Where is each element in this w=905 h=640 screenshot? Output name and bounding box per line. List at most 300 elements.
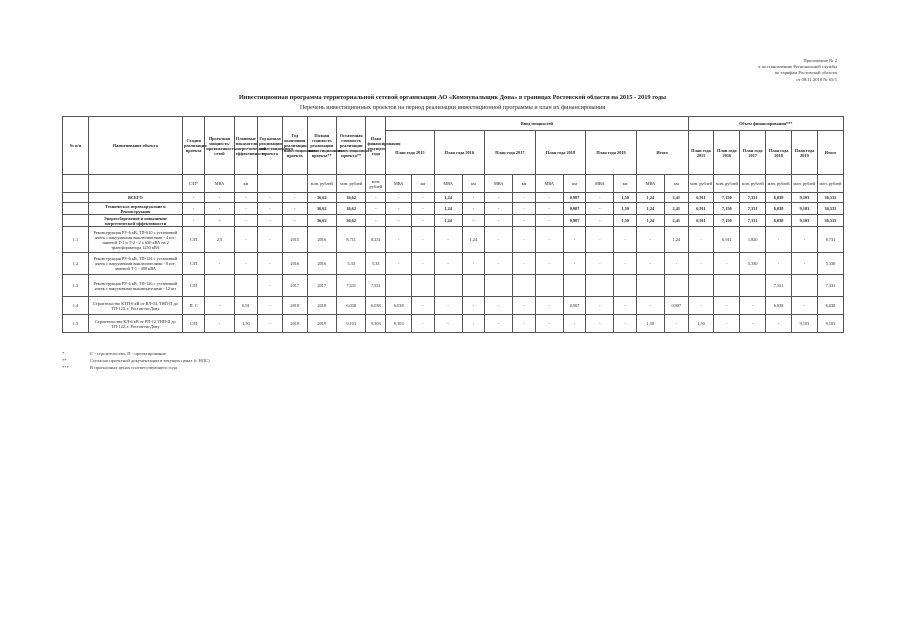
row-cell: [740, 275, 766, 297]
row-cell: 36,62: [307, 193, 336, 203]
row-cell: 2019: [307, 315, 336, 333]
row-cell: [586, 275, 614, 297]
row-cell: 2019: [282, 315, 307, 333]
row-cell: -: [766, 315, 792, 333]
row-cell: 1,50: [688, 315, 714, 333]
row-cell: [688, 275, 714, 297]
row-cell: -: [688, 253, 714, 275]
row-cell: -: [563, 315, 585, 333]
row-cell: 9,103: [792, 315, 818, 333]
row-cell: -: [462, 297, 484, 315]
row-cell: -: [513, 227, 535, 253]
row-cell: -: [792, 297, 818, 315]
row-cell: 1,24: [636, 215, 664, 227]
row-cell: 1,50: [614, 203, 636, 215]
header-fin-2019: План года 2019: [792, 131, 818, 175]
row-num: [63, 203, 89, 215]
header-remaining-cost: Остаточная стоимость реализации инвестиционного проекта**: [336, 117, 365, 175]
row-cell: -: [614, 297, 636, 315]
header-end-year: Год окончания реализации инвестиционного проекта: [282, 117, 307, 175]
header-financing-group: Объем финансирования***: [688, 117, 843, 131]
unit-mva: МВА: [485, 175, 513, 193]
row-cell: -: [386, 215, 412, 227]
row-cell: 8,731: [817, 227, 843, 253]
row-cell: 9,103: [386, 315, 412, 333]
row-cell: -: [434, 227, 462, 253]
row-cell: 36,62: [307, 215, 336, 227]
row-cell: 7,331: [740, 193, 766, 203]
row-cell: [614, 275, 636, 297]
unit-mln-rub-nds: млн. рублей: [336, 175, 365, 193]
units-row: [63, 175, 844, 193]
row-cell: 36,62: [336, 203, 365, 215]
row-cell: -: [412, 215, 434, 227]
row-cell: П, С: [182, 297, 204, 315]
row-cell: -: [462, 315, 484, 333]
row-cell: 1,24: [665, 227, 689, 253]
row-cell: -: [234, 203, 258, 215]
row-cell: [485, 275, 513, 297]
row-cell: С/П: [182, 253, 204, 275]
row-cell: -: [485, 215, 513, 227]
row-cell: -: [586, 203, 614, 215]
row-cell: [462, 275, 484, 297]
table-header: [63, 117, 844, 193]
row-cell: 2018: [282, 297, 307, 315]
row-cell: -: [485, 315, 513, 333]
unit-km: км: [513, 175, 535, 193]
footnote-mark: **: [62, 358, 67, 363]
row-cell: 36,62: [336, 215, 365, 227]
row-cell: -: [513, 253, 535, 275]
row-cell: 1,24: [462, 227, 484, 253]
row-cell: -: [513, 203, 535, 215]
row-cell: 8,231: [366, 227, 386, 253]
approval-line-3: по тарифам Ростовской области: [774, 70, 837, 76]
row-cell: 6,038: [766, 215, 792, 227]
unit-mln-rub: млн. рублей: [714, 175, 740, 193]
header-total: Итого: [636, 131, 688, 175]
footnote: [62, 357, 210, 364]
table-row: [63, 315, 844, 333]
row-cell: -: [792, 253, 818, 275]
row-cell: 2016: [307, 253, 336, 275]
header-fin-2018: План года 2018: [766, 131, 792, 175]
row-num: [63, 215, 89, 227]
row-cell: [205, 275, 234, 297]
row-cell: 36,62: [336, 193, 365, 203]
row-cell: 9,103: [792, 203, 818, 215]
row-cell: -: [258, 193, 283, 203]
row-cell: 2,5: [205, 227, 234, 253]
row-cell: -: [535, 297, 563, 315]
table-row: [63, 297, 844, 315]
row-cell: -: [234, 253, 258, 275]
row-cell: -: [665, 253, 689, 275]
header-plan-2018: План года 2018: [535, 131, 586, 175]
row-cell: 36,533: [817, 203, 843, 215]
row-cell: -: [205, 203, 234, 215]
row-cell: -: [586, 253, 614, 275]
row-num: 1.1: [63, 227, 89, 253]
row-cell: [386, 275, 412, 297]
row-cell: 7,331: [817, 275, 843, 297]
row-cell: 6,911: [688, 203, 714, 215]
header-plan-2017: План года 2017: [485, 131, 536, 175]
footnote: [62, 350, 210, 357]
row-cell: С/П: [182, 227, 204, 253]
row-cell: -: [386, 193, 412, 203]
row-cell: 1,820: [740, 227, 766, 253]
unit-km: км: [462, 175, 484, 193]
row-cell: -: [462, 253, 484, 275]
header-fin-2017: План года 2017: [740, 131, 766, 175]
row-name: Строительство КЛ-6 кВ от РП-12 ТНП-II до ТП-122, г. Ростов-на-Дону: [88, 315, 182, 333]
row-cell: -: [258, 215, 283, 227]
document-title: Инвестиционная программа территориальной сетевой организации АО «Коммунальщик Дона» в границах Ростовской области на 2015 - 2019 годы: [238, 94, 667, 101]
unit-mva: МВА: [586, 175, 614, 193]
row-cell: -: [282, 215, 307, 227]
row-cell: [714, 275, 740, 297]
row-cell: 6,038: [766, 203, 792, 215]
row-cell: 8,711: [336, 227, 365, 253]
row-cell: [513, 275, 535, 297]
row-cell: -: [740, 315, 766, 333]
row-cell: -: [462, 193, 484, 203]
row-cell: 5,33: [366, 253, 386, 275]
row-cell: -: [636, 253, 664, 275]
row-cell: 7,331: [766, 275, 792, 297]
row-cell: 1,24: [434, 203, 462, 215]
row-cell: -: [412, 193, 434, 203]
unit-mln-rub-nds: млн. рублей: [307, 175, 336, 193]
row-cell: -: [688, 297, 714, 315]
row-cell: -: [434, 315, 462, 333]
row-cell: -: [462, 215, 484, 227]
table-body: [63, 193, 844, 333]
row-cell: -: [688, 227, 714, 253]
row-num: 1.2: [63, 253, 89, 275]
row-cell: 6,038: [766, 193, 792, 203]
row-cell: -: [766, 227, 792, 253]
row-name: Реконструкция РУ-6 кВ, ТП-124 с установкой ячеек с вакуумными выключателями - 8 шт; заменой Т-1 - 400 кВА: [88, 253, 182, 275]
row-cell: 1,50: [614, 193, 636, 203]
table-row: [63, 193, 844, 203]
header-capacity: Проектная мощность/ протяженность сетей: [205, 117, 234, 175]
units-cell: [282, 175, 307, 193]
row-cell: [665, 275, 689, 297]
row-cell: 6,038: [817, 297, 843, 315]
row-cell: -: [234, 215, 258, 227]
row-cell: 6,911: [688, 193, 714, 203]
row-cell: -: [205, 193, 234, 203]
row-cell: 2,41: [665, 215, 689, 227]
approval-line-1: Приложение № 2: [803, 58, 837, 63]
row-cell: 1,50: [234, 315, 258, 333]
unit-mln-rub: млн. рублей: [740, 175, 766, 193]
row-cell: 7,150: [714, 215, 740, 227]
unit-km: км: [234, 175, 258, 193]
row-cell: -: [258, 227, 283, 253]
table-row: [63, 215, 844, 227]
row-cell: 2,41: [665, 193, 689, 203]
header-fin-2016: План года 2016: [714, 131, 740, 175]
row-cell: -: [563, 253, 585, 275]
row-cell: [535, 275, 563, 297]
unit-mln-rub: млн. рублей: [792, 175, 818, 193]
row-cell: -: [636, 297, 664, 315]
row-cell: -: [182, 215, 204, 227]
table-row: [63, 275, 844, 297]
row-cell: 5,330: [740, 253, 766, 275]
row-cell: -: [535, 315, 563, 333]
row-cell: -: [766, 253, 792, 275]
row-num: 1.3: [63, 275, 89, 297]
row-name: Техническое перевооружение и Реконструкция: [88, 203, 182, 215]
row-cell: 0,907: [665, 297, 689, 315]
row-cell: -: [485, 227, 513, 253]
row-cell: -: [665, 315, 689, 333]
row-cell: -: [513, 215, 535, 227]
header-fin-2015: План года 2015: [688, 131, 714, 175]
row-cell: 0,907: [563, 193, 585, 203]
row-cell: -: [412, 227, 434, 253]
row-cell: 1,24: [636, 203, 664, 215]
row-cell: [563, 275, 585, 297]
row-cell: 36,62: [307, 203, 336, 215]
row-cell: -: [535, 215, 563, 227]
row-cell: 1,24: [434, 193, 462, 203]
row-name: Реконструкция РУ-6 кВ, ТП-610 с установкой ячеек с вакуумными выключателями - 4 шт; заменой Т-1 и Т-2 - 2 х 630 кВА на 2 трансформатора 1250 кВА: [88, 227, 182, 253]
row-cell: -: [586, 297, 614, 315]
row-cell: 2017: [307, 275, 336, 297]
row-cell: -: [586, 227, 614, 253]
row-cell: 7,150: [714, 203, 740, 215]
table-row: [63, 227, 844, 253]
row-cell: -: [614, 253, 636, 275]
row-cell: [792, 275, 818, 297]
row-cell: 2015: [282, 227, 307, 253]
row-cell: 6,038: [366, 297, 386, 315]
row-cell: 6,038: [766, 297, 792, 315]
header-plan-2019: План года 2019: [586, 131, 637, 175]
row-cell: -: [714, 297, 740, 315]
row-cell: 9,103: [366, 315, 386, 333]
row-cell: -: [792, 227, 818, 253]
approval-line-4: от 08.11.2018 № 65/1: [796, 76, 837, 82]
footnote-text: В прогнозных ценах соответствующего года: [90, 365, 177, 370]
investment-table: [62, 116, 844, 333]
row-cell: 2018: [307, 297, 336, 315]
row-cell: -: [714, 253, 740, 275]
row-cell: -: [485, 203, 513, 215]
row-cell: -: [586, 215, 614, 227]
row-cell: -: [205, 253, 234, 275]
row-cell: 7,331: [336, 275, 365, 297]
footnote-text: С - строительство, П - проектирование: [90, 351, 166, 356]
header-plan-2016: План года 2016: [434, 131, 485, 175]
row-cell: -: [714, 315, 740, 333]
header-full-cost: Полная стоимость реализации инвестиционного проекта**: [307, 117, 336, 175]
row-cell: -: [386, 203, 412, 215]
row-cell: -: [182, 203, 204, 215]
unit-mva: МВА: [205, 175, 234, 193]
row-cell: -: [366, 203, 386, 215]
row-name: ВСЕГО: [88, 193, 182, 203]
row-cell: -: [513, 315, 535, 333]
row-cell: -: [434, 297, 462, 315]
row-cell: 5,330: [817, 253, 843, 275]
row-cell: 6,911: [688, 215, 714, 227]
unit-km: км: [665, 175, 689, 193]
unit-mva: МВА: [636, 175, 664, 193]
row-num: [63, 193, 89, 203]
row-cell: 2016: [282, 253, 307, 275]
units-cell: [88, 175, 182, 193]
approval-stamp-block: [758, 58, 837, 83]
row-cell: 2016: [307, 227, 336, 253]
document-subtitle: Перечень инвестиционных проектов на период реализации инвестиционной программы и план их финансирования: [299, 104, 606, 111]
row-cell: [636, 275, 664, 297]
row-cell: -: [282, 203, 307, 215]
row-cell: -: [412, 315, 434, 333]
row-cell: -: [412, 253, 434, 275]
row-cell: -: [636, 227, 664, 253]
row-cell: -: [258, 315, 283, 333]
header-planned-indicators: Плановые показатели энергетической эффективности: [234, 117, 258, 175]
unit-mln-rub: млн. рублей: [688, 175, 714, 193]
row-cell: -: [614, 315, 636, 333]
row-cell: С/П: [182, 275, 204, 297]
unit-mln-rub: млн. рублей: [766, 175, 792, 193]
row-cell: -: [614, 227, 636, 253]
row-num: 1.5: [63, 315, 89, 333]
row-name: Реконструкция РУ-6 кВ, ТП-126 с установкой ячеек с вакуумными выключателями - 12 шт: [88, 275, 182, 297]
unit-mln-rub: млн. рублей: [817, 175, 843, 193]
header-name: Наименование объекта: [88, 117, 182, 175]
row-cell: 9,103: [336, 315, 365, 333]
row-cell: [412, 275, 434, 297]
units-cell: [63, 175, 89, 193]
row-cell: 6,038: [386, 297, 412, 315]
row-cell: -: [513, 193, 535, 203]
row-cell: 0,91: [234, 297, 258, 315]
row-cell: -: [485, 297, 513, 315]
row-cell: 0,907: [563, 297, 585, 315]
unit-stage: С/П*: [182, 175, 204, 193]
row-cell: 36,533: [817, 215, 843, 227]
row-cell: -: [366, 215, 386, 227]
row-name: Строительство КТП-6 кВ от ВЛ-04, ТНП-П до ТП-123, г. Ростов-на-Дону: [88, 297, 182, 315]
row-cell: -: [586, 315, 614, 333]
row-cell: -: [258, 253, 283, 275]
header-num: № п/п: [63, 117, 89, 175]
row-cell: -: [535, 227, 563, 253]
row-cell: -: [182, 193, 204, 203]
row-cell: 2017: [282, 275, 307, 297]
table-row: [63, 253, 844, 275]
row-cell: -: [282, 193, 307, 203]
row-cell: -: [234, 193, 258, 203]
footnotes: [62, 350, 210, 371]
row-cell: -: [205, 215, 234, 227]
row-cell: 1,24: [636, 193, 664, 203]
row-cell: 7,150: [714, 193, 740, 203]
row-cell: 0,907: [563, 203, 585, 215]
unit-mva: МВА: [434, 175, 462, 193]
row-cell: [434, 275, 462, 297]
row-cell: 1,50: [636, 315, 664, 333]
unit-km: км: [614, 175, 636, 193]
footnote-mark: *: [62, 351, 65, 356]
row-cell: 9,103: [817, 315, 843, 333]
row-cell: 36,533: [817, 193, 843, 203]
row-name: Энергосбережение и повышение энергетической эффективности: [88, 215, 182, 227]
table-row: [63, 203, 844, 215]
row-cell: 9,103: [792, 193, 818, 203]
row-num: 1.4: [63, 297, 89, 315]
row-cell: -: [513, 297, 535, 315]
unit-mva: МВА: [535, 175, 563, 193]
row-cell: [234, 275, 258, 297]
row-cell: -: [485, 253, 513, 275]
row-cell: 9,103: [792, 215, 818, 227]
row-cell: 7,331: [740, 215, 766, 227]
row-cell: 5,33: [336, 253, 365, 275]
unit-km: км: [563, 175, 585, 193]
row-cell: -: [205, 297, 234, 315]
footnote-text: Согласно проектной документации в текущих ценах (с НДС): [90, 358, 210, 363]
row-cell: 7,331: [366, 275, 386, 297]
row-cell: -: [366, 193, 386, 203]
row-cell: 7,331: [740, 203, 766, 215]
row-cell: -: [535, 203, 563, 215]
row-cell: 1,24: [434, 215, 462, 227]
row-cell: -: [412, 297, 434, 315]
row-cell: 6,911: [714, 227, 740, 253]
row-cell: -: [740, 297, 766, 315]
header-fin-total: Итого: [817, 131, 843, 175]
header-power-input-group: Ввод мощностей: [386, 117, 688, 131]
unit-km: км: [412, 175, 434, 193]
row-cell: 0,907: [563, 215, 585, 227]
row-cell: -: [258, 203, 283, 215]
unit-mln-rub: млн. рублей: [366, 175, 386, 193]
units-cell: [258, 175, 283, 193]
row-cell: -: [258, 297, 283, 315]
approval-line-2: к постановлению Региональной службы: [758, 64, 837, 70]
row-cell: 6,038: [336, 297, 365, 315]
header-plan-2015: План года 2015: [386, 131, 434, 175]
row-cell: -: [535, 253, 563, 275]
row-cell: -: [535, 193, 563, 203]
row-cell: -: [234, 227, 258, 253]
header-stage: Стадия реализации проекта: [182, 117, 204, 175]
row-cell: -: [485, 193, 513, 203]
unit-mva: МВА: [386, 175, 412, 193]
row-cell: -: [434, 253, 462, 275]
row-cell: -: [563, 227, 585, 253]
row-cell: С/П: [182, 315, 204, 333]
row-cell: 2,41: [665, 203, 689, 215]
row-cell: -: [462, 203, 484, 215]
row-cell: 1,50: [614, 215, 636, 227]
row-cell: -: [205, 315, 234, 333]
row-cell: -: [412, 203, 434, 215]
row-cell: -: [386, 227, 412, 253]
row-cell: -: [586, 193, 614, 203]
footnote-mark: ***: [62, 365, 69, 370]
